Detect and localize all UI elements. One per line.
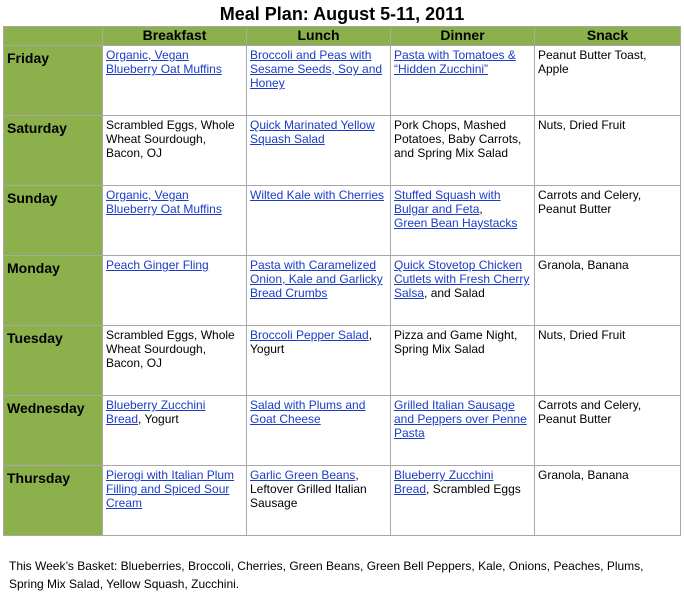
meal-plan-table <box>3 26 681 536</box>
day-label: Wednesday <box>4 396 103 466</box>
header-corner-cell <box>4 27 103 46</box>
day-label: Tuesday <box>4 326 103 396</box>
table-row <box>4 186 681 256</box>
breakfast-cell <box>103 396 247 466</box>
dinner-text: , Scrambled Eggs <box>426 482 521 496</box>
dinner-text: Pork Chops, Mashed Potatoes, Baby Carrots, and Spring Mix Salad <box>394 118 522 160</box>
dinner-text: , <box>479 202 483 216</box>
lunch-recipe-link[interactable]: Garlic Green Beans <box>250 468 356 482</box>
day-label: Friday <box>4 46 103 116</box>
dinner-cell <box>391 186 535 256</box>
dinner-recipe-link[interactable]: Stuffed Squash with Bulgar and Feta <box>394 188 501 216</box>
breakfast-cell <box>103 116 247 186</box>
lunch-recipe-link[interactable]: Pasta with Caramelized Onion, Kale and Garlicky Bread Crumbs <box>250 258 383 300</box>
breakfast-recipe-link[interactable]: Peach Ginger Fling <box>106 258 209 272</box>
breakfast-cell <box>103 186 247 256</box>
dinner-recipe-link-2[interactable]: Green Bean Haystacks <box>394 216 518 230</box>
dinner-cell <box>391 396 535 466</box>
lunch-recipe-link[interactable]: Wilted Kale with Cherries <box>250 188 385 202</box>
dinner-recipe-link[interactable]: Grilled Italian Sausage and Peppers over Penne Pasta <box>394 398 527 440</box>
header-snack: Snack <box>535 27 681 46</box>
lunch-text: , Yogurt <box>250 328 373 356</box>
lunch-recipe-link[interactable]: Salad with Plums and Goat Cheese <box>250 398 366 426</box>
snack-cell: Peanut Butter Toast, Apple <box>535 46 681 116</box>
lunch-text: , Leftover Grilled Italian Sausage <box>250 468 367 510</box>
breakfast-recipe-link[interactable]: Pierogi with Italian Plum Filling and Spiced Sour Cream <box>106 468 235 510</box>
header-breakfast: Breakfast <box>103 27 247 46</box>
lunch-cell <box>247 396 391 466</box>
day-label: Sunday <box>4 186 103 256</box>
dinner-text: Pizza and Game Night, Spring Mix Salad <box>394 328 518 356</box>
snack-cell: Granola, Banana <box>535 256 681 326</box>
table-row <box>4 466 681 536</box>
lunch-recipe-link[interactable]: Broccoli Pepper Salad <box>250 328 369 342</box>
snack-cell: Nuts, Dried Fruit <box>535 326 681 396</box>
day-label: Monday <box>4 256 103 326</box>
breakfast-recipe-link[interactable]: Blueberry Zucchini Bread <box>106 398 206 426</box>
lunch-cell <box>247 466 391 536</box>
table-row <box>4 396 681 466</box>
dinner-recipe-link[interactable]: Pasta with Tomatoes & “Hidden Zucchini” <box>394 48 516 76</box>
breakfast-cell <box>103 256 247 326</box>
lunch-recipe-link[interactable]: Quick Marinated Yellow Squash Salad <box>250 118 375 146</box>
table-row <box>4 116 681 186</box>
snack-cell: Carrots and Celery, Peanut Butter <box>535 396 681 466</box>
dinner-recipe-link[interactable]: Blueberry Zucchini Bread <box>394 468 494 496</box>
dinner-cell <box>391 46 535 116</box>
breakfast-cell <box>103 326 247 396</box>
table-row <box>4 256 681 326</box>
lunch-cell <box>247 116 391 186</box>
day-label: Thursday <box>4 466 103 536</box>
dinner-cell <box>391 256 535 326</box>
dinner-cell <box>391 116 535 186</box>
breakfast-cell <box>103 466 247 536</box>
dinner-cell <box>391 466 535 536</box>
table-row <box>4 326 681 396</box>
page-title: Meal Plan: August 5-11, 2011 <box>219 4 465 24</box>
table-row <box>4 46 681 116</box>
header-lunch: Lunch <box>247 27 391 46</box>
snack-cell: Granola, Banana <box>535 466 681 536</box>
dinner-recipe-link[interactable]: Quick Stovetop Chicken Cutlets with Fresh Cherry Salsa <box>394 258 530 300</box>
snack-cell: Carrots and Celery, Peanut Butter <box>535 186 681 256</box>
breakfast-text: , Yogurt <box>138 412 179 426</box>
breakfast-cell <box>103 46 247 116</box>
table-body <box>4 46 681 536</box>
breakfast-recipe-link[interactable]: Organic, Vegan Blueberry Oat Muffins <box>106 48 222 76</box>
breakfast-text: Scrambled Eggs, Whole Wheat Sourdough, Bacon, OJ <box>106 118 235 160</box>
day-label: Saturday <box>4 116 103 186</box>
lunch-cell <box>247 46 391 116</box>
lunch-cell <box>247 326 391 396</box>
table-header-row <box>4 27 681 46</box>
breakfast-recipe-link[interactable]: Organic, Vegan Blueberry Oat Muffins <box>106 188 222 216</box>
dinner-cell <box>391 326 535 396</box>
lunch-cell <box>247 186 391 256</box>
lunch-recipe-link[interactable]: Broccoli and Peas with Sesame Seeds, Soy and Honey <box>250 48 383 90</box>
header-dinner: Dinner <box>391 27 535 46</box>
breakfast-text: Scrambled Eggs, Whole Wheat Sourdough, Bacon, OJ <box>106 328 235 370</box>
snack-cell: Nuts, Dried Fruit <box>535 116 681 186</box>
lunch-cell <box>247 256 391 326</box>
weekly-basket-note: This Week’s Basket: Blueberries, Broccoli, Cherries, Green Beans, Green Bell Peppers, Kale, Onions, Peaches, Plums, Spring Mix Salad, Yellow Squash, Zucchini. <box>9 559 644 591</box>
dinner-text: , and Salad <box>424 286 485 300</box>
